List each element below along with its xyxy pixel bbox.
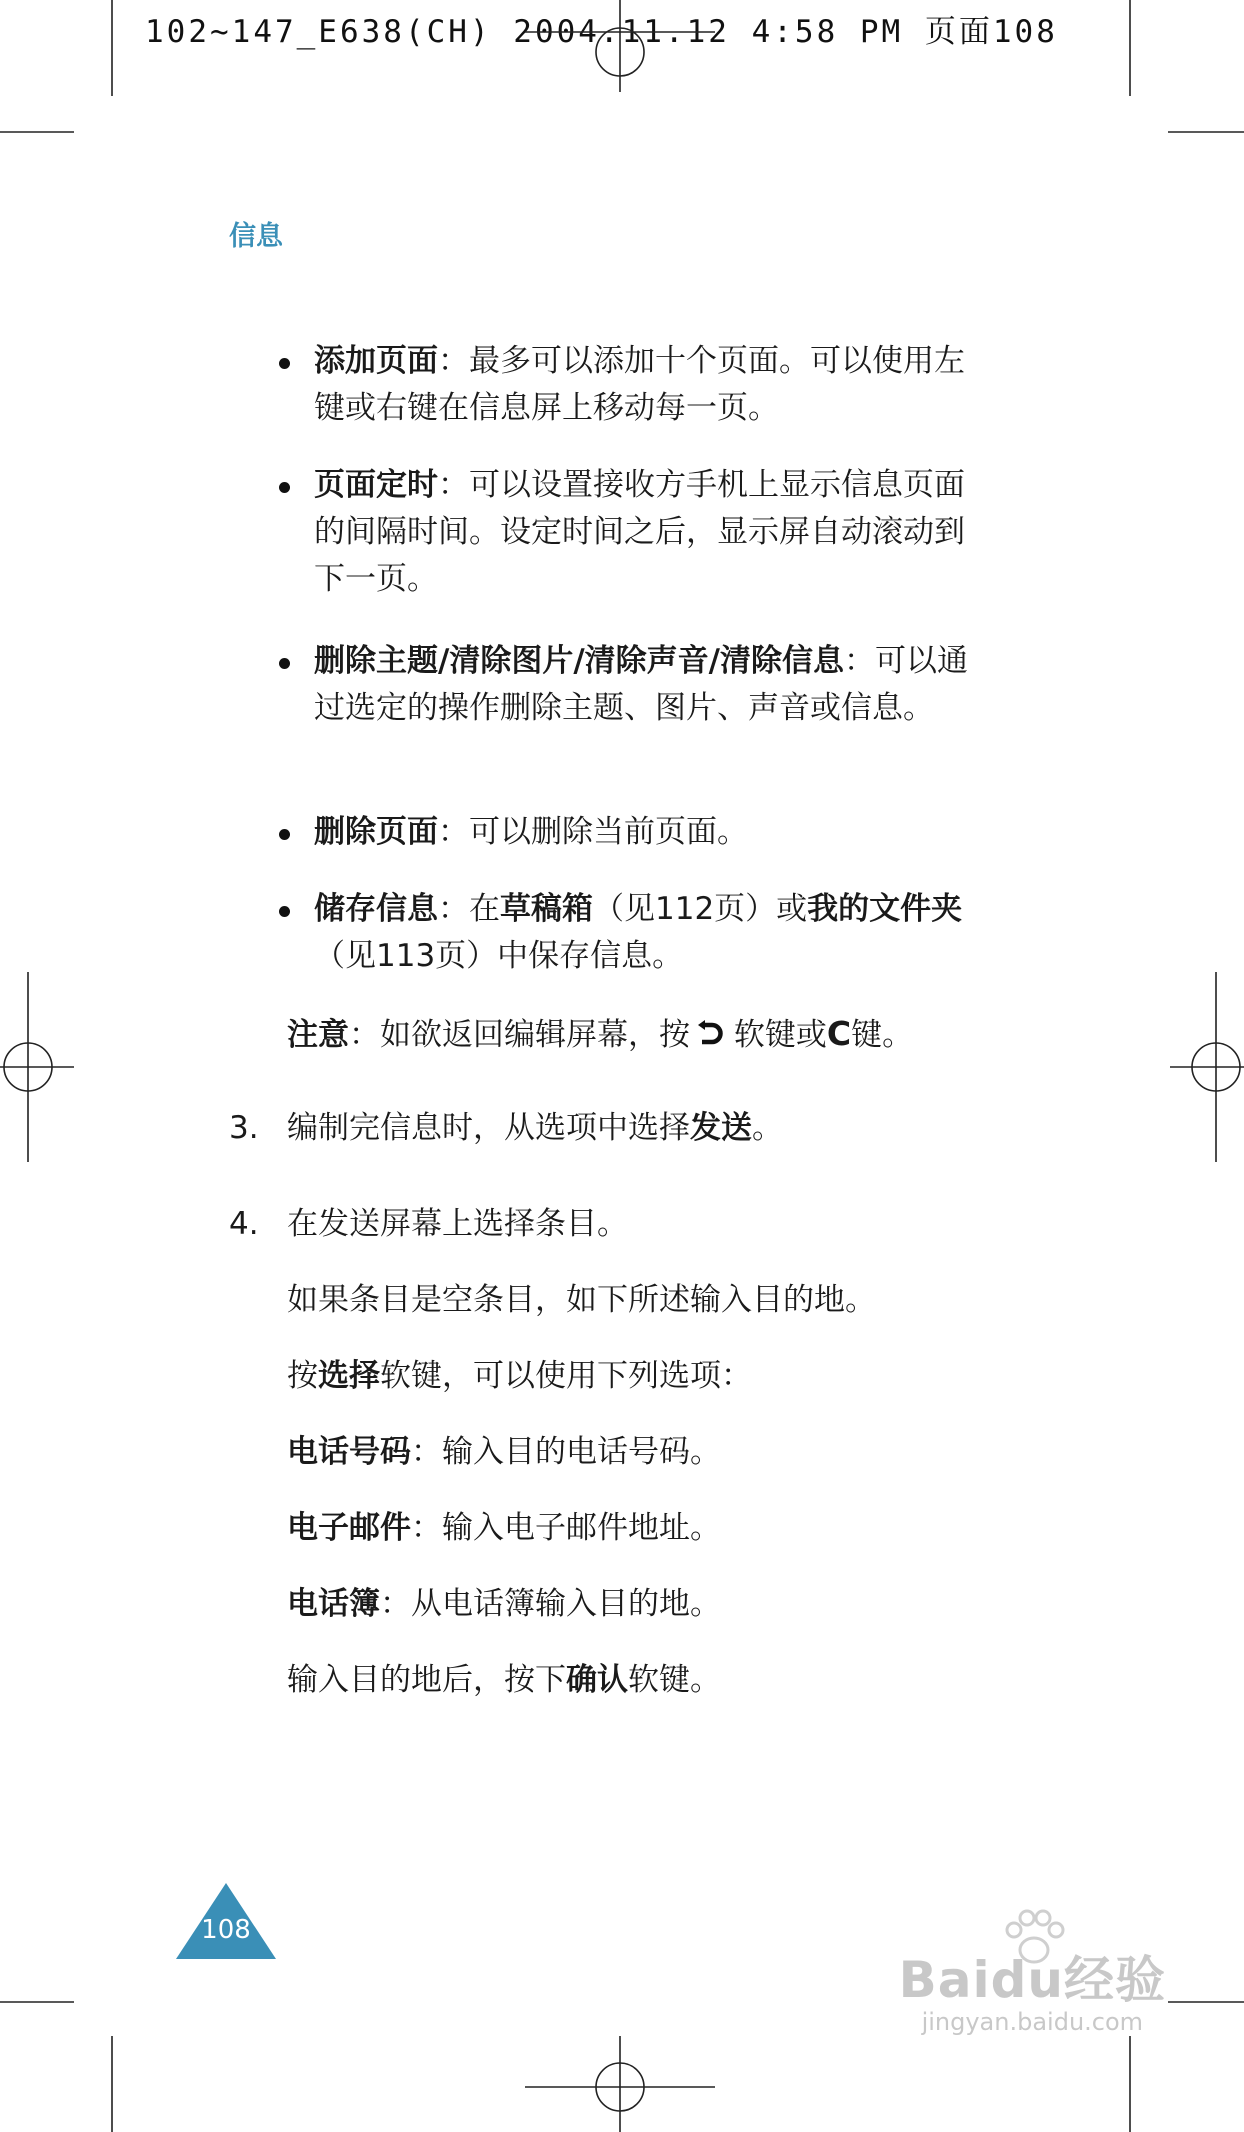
watermark-brand: Baidu经验 bbox=[898, 1951, 1166, 2009]
back-arrow-icon bbox=[696, 1020, 724, 1050]
bullet-add-page bbox=[282, 338, 992, 432]
bullet-text: ：最多可以添加十个页面。可以使用左键或右键在信息屏上移动每一页。 bbox=[314, 343, 965, 426]
bullet-dot bbox=[279, 658, 290, 669]
email-term: 电子邮件 bbox=[287, 1510, 411, 1546]
c-key-label: C bbox=[826, 1014, 852, 1053]
line-text: 按 bbox=[287, 1358, 318, 1394]
line-text: 软键。 bbox=[628, 1662, 721, 1698]
line-text: 软键，可以使用下列选项： bbox=[380, 1358, 752, 1394]
confirm-term: 确认 bbox=[566, 1662, 628, 1698]
bullet-text: （见112页）或 bbox=[593, 891, 808, 927]
phone-number-line bbox=[287, 1429, 987, 1476]
print-header: 102~147_E638(CH) 2004.11.12 4:58 PM 页面108 bbox=[145, 14, 1058, 50]
bullet-term: 页面定时 bbox=[314, 467, 438, 503]
bullet-dot bbox=[279, 482, 290, 493]
my-files-term: 我的文件夹 bbox=[807, 891, 963, 927]
step-text: 。 bbox=[752, 1110, 783, 1146]
drafts-term: 草稿箱 bbox=[500, 891, 593, 927]
bullet-text: ：在 bbox=[438, 891, 500, 927]
bullet-delete-items bbox=[282, 638, 992, 732]
phone-term: 电话号码 bbox=[287, 1434, 411, 1470]
note-text: ：如欲返回编辑屏幕，按 bbox=[349, 1017, 690, 1053]
bullet-term: 删除主题/清除图片/清除声音/清除信息 bbox=[314, 643, 844, 679]
press-select-line bbox=[287, 1353, 987, 1400]
empty-entry-line: 如果条目是空条目，如下所述输入目的地。 bbox=[287, 1282, 876, 1318]
bullet-text: ：可以删除当前页面。 bbox=[438, 814, 748, 850]
section-title: 信息 bbox=[229, 221, 283, 252]
bullet-text: ：可以设置接收方手机上显示信息页面的间隔时间。设定时间之后，显示屏自动滚动到下一页。 bbox=[314, 467, 965, 597]
step-number: 3. bbox=[229, 1110, 259, 1146]
baidu-watermark bbox=[899, 1940, 1166, 2036]
bullet-page-timing bbox=[282, 462, 992, 603]
bullet-dot bbox=[279, 358, 290, 369]
phonebook-term: 电话簿 bbox=[287, 1586, 380, 1622]
send-term: 发送 bbox=[690, 1110, 752, 1146]
note-label: 注意 bbox=[287, 1017, 349, 1053]
bullet-dot bbox=[279, 829, 290, 840]
line-text: 输入目的地后，按下 bbox=[287, 1662, 566, 1698]
line-text: ：输入目的电话号码。 bbox=[411, 1434, 721, 1470]
phonebook-line bbox=[287, 1581, 987, 1628]
step-text: 编制完信息时，从选项中选择 bbox=[287, 1110, 690, 1146]
email-line bbox=[287, 1505, 987, 1552]
note-line bbox=[287, 1010, 1007, 1059]
page-number-badge bbox=[176, 1883, 276, 1959]
bullet-text: ：可以通过选定的操作删除主题、图片、声音或信息。 bbox=[314, 643, 968, 726]
bullet-term: 删除页面 bbox=[314, 814, 438, 850]
bullet-term: 储存信息 bbox=[314, 891, 438, 927]
step-4-text: 在发送屏幕上选择条目。 bbox=[287, 1206, 628, 1242]
bullet-delete-page bbox=[282, 809, 992, 856]
step-3-text bbox=[287, 1105, 987, 1152]
paw-icon bbox=[999, 1908, 1069, 1968]
confirm-line bbox=[287, 1657, 987, 1704]
page-number: 108 bbox=[201, 1915, 251, 1945]
bullet-term: 添加页面 bbox=[314, 343, 438, 379]
line-text: ：输入电子邮件地址。 bbox=[411, 1510, 721, 1546]
line-text: ：从电话簿输入目的地。 bbox=[380, 1586, 721, 1622]
note-text: 软键或 bbox=[724, 1017, 827, 1053]
watermark-url: jingyan.baidu.com bbox=[921, 2008, 1144, 2036]
note-text: 键。 bbox=[851, 1017, 914, 1053]
select-term: 选择 bbox=[318, 1358, 380, 1394]
bullet-text: （见113页）中保存信息。 bbox=[314, 938, 684, 974]
bullet-save-message bbox=[282, 886, 992, 980]
bullet-dot bbox=[279, 906, 290, 917]
step-number: 4. bbox=[229, 1206, 259, 1242]
